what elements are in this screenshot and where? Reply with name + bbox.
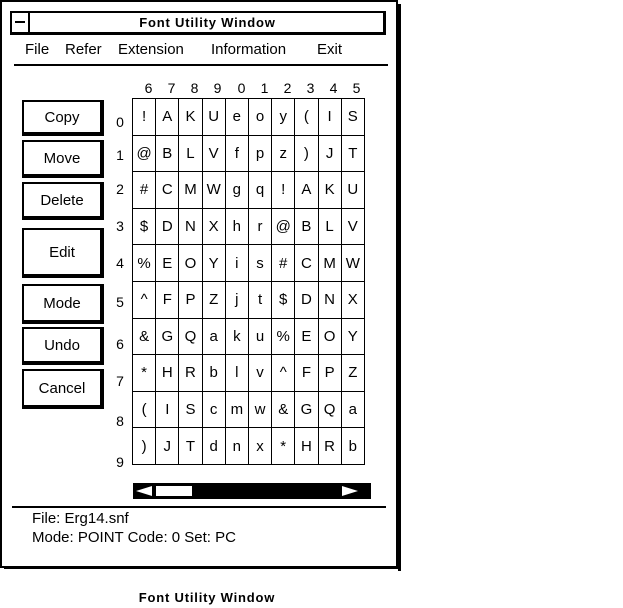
glyph-cell[interactable]: v	[249, 355, 272, 392]
column-header: 6	[144, 80, 153, 96]
glyph-cell[interactable]: i	[226, 245, 249, 282]
row-header: 3	[116, 218, 124, 234]
window-shadow-bottom	[4, 566, 401, 569]
glyph-cell[interactable]: N	[319, 282, 342, 319]
glyph-cell[interactable]: g	[226, 172, 249, 209]
glyph-cell[interactable]: b	[203, 355, 226, 392]
move-button[interactable]: Move	[22, 140, 104, 178]
glyph-cell[interactable]: O	[319, 319, 342, 356]
glyph-cell[interactable]: j	[226, 282, 249, 319]
status-mode: Mode: POINT Code: 0 Set: PC	[32, 529, 236, 546]
row-header: 6	[116, 336, 124, 352]
glyph-cell[interactable]: )	[295, 136, 318, 173]
glyph-cell[interactable]: Q	[179, 319, 202, 356]
glyph-cell[interactable]: R	[179, 355, 202, 392]
glyph-cell[interactable]: M	[319, 245, 342, 282]
row-header: 4	[116, 255, 124, 271]
glyph-cell[interactable]: K	[179, 99, 202, 136]
glyph-cell[interactable]: Z	[203, 282, 226, 319]
glyph-cell[interactable]: ^	[272, 355, 295, 392]
row-header: 7	[116, 373, 124, 389]
glyph-cell[interactable]: %	[133, 245, 156, 282]
glyph-cell[interactable]: Z	[342, 355, 365, 392]
window-shadow-right	[398, 4, 401, 571]
row-header: 0	[116, 114, 124, 130]
menu-refer[interactable]: Refer	[65, 41, 102, 58]
column-header: 0	[237, 80, 246, 96]
row-header: 5	[116, 294, 124, 310]
glyph-cell[interactable]: O	[179, 245, 202, 282]
glyph-cell[interactable]: G	[156, 319, 179, 356]
glyph-cell[interactable]: H	[295, 428, 318, 465]
figure-caption: Font Utility Window	[138, 590, 276, 605]
glyph-cell[interactable]: A	[156, 99, 179, 136]
glyph-cell[interactable]: %	[272, 319, 295, 356]
status-file: File: Erg14.snf	[32, 510, 129, 527]
glyph-cell[interactable]: u	[249, 319, 272, 356]
column-header: 8	[190, 80, 199, 96]
glyph-cell[interactable]: X	[203, 209, 226, 246]
undo-button[interactable]: Undo	[22, 327, 104, 365]
scroll-thumb[interactable]	[156, 486, 192, 496]
glyph-cell[interactable]: B	[295, 209, 318, 246]
glyph-cell[interactable]: U	[342, 172, 365, 209]
arrow-left-icon[interactable]	[136, 486, 152, 496]
glyph-cell[interactable]: h	[226, 209, 249, 246]
window-title: Font Utility Window	[139, 15, 276, 30]
glyph-cell[interactable]: Q	[319, 392, 342, 429]
glyph-cell[interactable]: @	[272, 209, 295, 246]
system-menu-icon[interactable]	[12, 13, 30, 32]
row-header: 1	[116, 147, 124, 163]
glyph-cell[interactable]: &	[133, 319, 156, 356]
glyph-cell[interactable]: K	[319, 172, 342, 209]
glyph-cell[interactable]: E	[156, 245, 179, 282]
arrow-right-icon[interactable]	[342, 486, 358, 496]
row-header: 2	[116, 181, 124, 197]
glyph-cell[interactable]: S	[179, 392, 202, 429]
glyph-cell[interactable]: N	[179, 209, 202, 246]
column-header: 5	[352, 80, 361, 96]
glyph-cell[interactable]: L	[319, 209, 342, 246]
menu-file[interactable]: File	[25, 41, 50, 58]
glyph-cell[interactable]: p	[249, 136, 272, 173]
horizontal-scrollbar[interactable]	[133, 483, 371, 499]
glyph-cell[interactable]: G	[295, 392, 318, 429]
column-header: 4	[329, 80, 338, 96]
glyph-cell[interactable]: D	[156, 209, 179, 246]
copy-button[interactable]: Copy	[22, 100, 104, 136]
glyph-cell[interactable]: C	[156, 172, 179, 209]
glyph-cell[interactable]: (	[133, 392, 156, 429]
mode-button[interactable]: Mode	[22, 284, 104, 324]
glyph-cell[interactable]: y	[272, 99, 295, 136]
glyph-cell[interactable]: @	[133, 136, 156, 173]
glyph-cell[interactable]: q	[249, 172, 272, 209]
glyph-cell[interactable]: R	[319, 428, 342, 465]
glyph-cell[interactable]: D	[295, 282, 318, 319]
glyph-cell[interactable]: w	[249, 392, 272, 429]
glyph-cell[interactable]: P	[179, 282, 202, 319]
glyph-cell[interactable]: $	[133, 209, 156, 246]
glyph-cell[interactable]: o	[249, 99, 272, 136]
glyph-cell[interactable]: T	[342, 136, 365, 173]
glyph-cell[interactable]: t	[249, 282, 272, 319]
title-bar[interactable]	[10, 11, 386, 35]
menu-bar	[14, 36, 388, 66]
glyph-cell[interactable]: a	[342, 392, 365, 429]
glyph-cell[interactable]: A	[295, 172, 318, 209]
glyph-cell[interactable]: ^	[133, 282, 156, 319]
glyph-cell[interactable]: F	[295, 355, 318, 392]
glyph-cell[interactable]: V	[342, 209, 365, 246]
glyph-cell[interactable]: H	[156, 355, 179, 392]
glyph-cell[interactable]: J	[319, 136, 342, 173]
row-header: 9	[116, 454, 124, 470]
glyph-cell[interactable]: W	[203, 172, 226, 209]
glyph-cell[interactable]: S	[342, 99, 365, 136]
menu-extension[interactable]: Extension	[118, 41, 184, 58]
glyph-cell[interactable]: B	[156, 136, 179, 173]
glyph-cell[interactable]: V	[203, 136, 226, 173]
glyph-cell[interactable]: x	[249, 428, 272, 465]
glyph-cell[interactable]: s	[249, 245, 272, 282]
glyph-cell[interactable]: I	[319, 99, 342, 136]
glyph-cell[interactable]: X	[342, 282, 365, 319]
column-header: 1	[260, 80, 269, 96]
column-header: 2	[283, 80, 292, 96]
glyph-grid	[132, 98, 365, 465]
glyph-cell[interactable]: c	[203, 392, 226, 429]
glyph-cell[interactable]: L	[179, 136, 202, 173]
glyph-cell[interactable]: I	[156, 392, 179, 429]
glyph-cell[interactable]: C	[295, 245, 318, 282]
glyph-cell[interactable]: !	[272, 172, 295, 209]
edit-button[interactable]: Edit	[22, 228, 104, 278]
delete-button[interactable]: Delete	[22, 182, 104, 220]
glyph-cell[interactable]: l	[226, 355, 249, 392]
glyph-cell[interactable]: m	[226, 392, 249, 429]
glyph-cell[interactable]: M	[179, 172, 202, 209]
menu-information[interactable]: Information	[211, 41, 287, 58]
glyph-cell[interactable]: J	[156, 428, 179, 465]
cancel-button[interactable]: Cancel	[22, 369, 104, 409]
glyph-cell[interactable]: U	[203, 99, 226, 136]
glyph-cell[interactable]: $	[272, 282, 295, 319]
glyph-cell[interactable]: f	[226, 136, 249, 173]
glyph-cell[interactable]: #	[133, 172, 156, 209]
glyph-cell[interactable]: W	[342, 245, 365, 282]
glyph-cell[interactable]: !	[133, 99, 156, 136]
glyph-cell[interactable]: z	[272, 136, 295, 173]
glyph-cell[interactable]: #	[272, 245, 295, 282]
glyph-cell[interactable]: F	[156, 282, 179, 319]
row-header: 8	[116, 413, 124, 429]
column-header: 9	[213, 80, 222, 96]
glyph-cell[interactable]: P	[319, 355, 342, 392]
glyph-cell[interactable]: a	[203, 319, 226, 356]
status-divider	[12, 506, 386, 508]
menu-exit[interactable]: Exit	[317, 41, 343, 58]
column-header: 3	[306, 80, 315, 96]
glyph-cell[interactable]: e	[226, 99, 249, 136]
glyph-cell[interactable]: Y	[203, 245, 226, 282]
glyph-cell[interactable]: n	[226, 428, 249, 465]
glyph-cell[interactable]: d	[203, 428, 226, 465]
glyph-cell[interactable]: Y	[342, 319, 365, 356]
glyph-cell[interactable]: )	[133, 428, 156, 465]
glyph-cell[interactable]: (	[295, 99, 318, 136]
glyph-cell[interactable]: &	[272, 392, 295, 429]
glyph-cell[interactable]: r	[249, 209, 272, 246]
glyph-cell[interactable]: *	[272, 428, 295, 465]
glyph-cell[interactable]: E	[295, 319, 318, 356]
glyph-cell[interactable]: T	[179, 428, 202, 465]
glyph-cell[interactable]: *	[133, 355, 156, 392]
glyph-cell[interactable]: k	[226, 319, 249, 356]
glyph-cell[interactable]: b	[342, 428, 365, 465]
column-header: 7	[167, 80, 176, 96]
